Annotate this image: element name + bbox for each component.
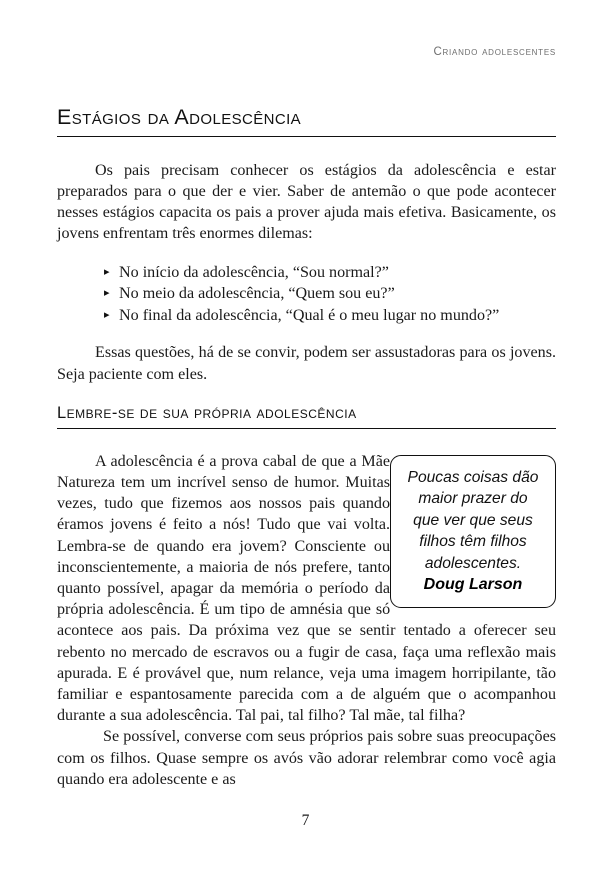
spacer	[57, 326, 556, 342]
triangle-right-icon: ▸	[104, 265, 110, 278]
quote-line: filhos têm filhos	[419, 533, 527, 551]
triangle-right-icon: ▸	[104, 287, 110, 300]
section-heading-lembre-se: Lembre-se de sua própria adolescência	[57, 404, 556, 429]
list-item	[57, 283, 556, 305]
spacer	[57, 429, 556, 451]
page-content	[57, 105, 556, 790]
quote-attribution: Doug Larson	[423, 576, 523, 594]
triangle-right-icon: ▸	[104, 308, 110, 321]
spacer	[57, 137, 556, 160]
paragraph-closing: Essas questões, há de se convir, podem ser assustadoras para os jovens. Seja paciente com eles.	[57, 344, 556, 383]
paragraph-intro: Os pais precisam conhecer os estágios da adolescência e estar preparados para o que der e vier. Saber de antemão o que pode acontecer nesses estágios capacita os pais a prover ajuda mais efetiva. Basicamente, os jovens enfrentam três enormes dilemas:	[57, 161, 556, 243]
list-item-label: No início da adolescência, “Sou normal?”	[119, 263, 389, 281]
paragraph-se-possivel: Se possível, converse com seus próprios pais sobre suas preocupações com os filhos. Quase sempre os avós vão adorar relembrar como você agia quando era adolescente e as	[57, 728, 556, 788]
running-header: Criando adolescentes	[433, 46, 556, 58]
list-item	[57, 305, 556, 327]
quote-line: adolescentes.	[424, 554, 522, 572]
list-item-label: No meio da adolescência, “Quem sou eu?”	[119, 285, 395, 303]
list-item	[57, 262, 556, 284]
quote-line: que ver que seus	[413, 511, 533, 529]
section-heading-estagios: Estágios da Adolescência	[57, 105, 556, 137]
wrap-region	[57, 451, 556, 790]
spacer	[57, 385, 556, 404]
paragraph-adolescencia-prova: A adolescência é a prova cabal de que a Mãe Natureza tem um incrível senso de humor. Muitas vezes, tudo que fizemos aos nossos pais quando éramos jovens é feito a nós! Tudo que vai volta. Lembra-se de quando era jovem? Consciente ou inconscientemente, a maioria de nós prefere, tanto quanto possível, apagar da memória o período da própria adolescência. É um tipo de amnésia que só acontece aos pais. Da próxima vez que se sentir tentado a oferecer seu rebento no mercado de escravos ou a fugir de casa, faça uma reflexão mais apurada. E é provável que, num relance, veja uma imagem horripilante, tão familiar e espantosamente parecida com a de alguém que o acompanhou durante a sua adolescência. Tal pai, tal filho? Tal mãe, tal filha?	[57, 452, 556, 725]
dilemma-list	[57, 262, 556, 327]
page-number: 7	[301, 812, 310, 829]
quote-line: Poucas coisas dão	[407, 468, 539, 486]
quote-line: maior prazer do	[418, 490, 528, 508]
list-item-label: No final da adolescência, “Qual é o meu lugar no mundo?”	[119, 306, 500, 324]
spacer	[57, 245, 556, 262]
pull-quote-box	[390, 455, 556, 609]
